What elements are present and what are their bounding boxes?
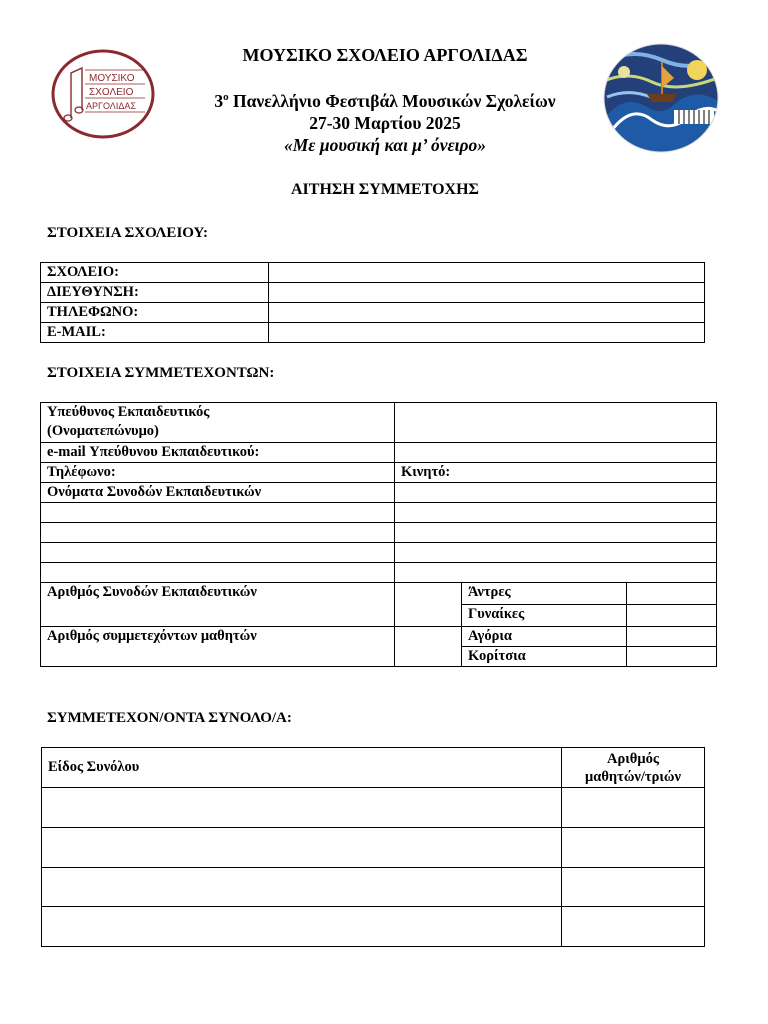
festival-dates: 27-30 Μαρτίου 2025 (309, 113, 461, 133)
ensemble-count-field[interactable] (562, 828, 705, 868)
ensemble-type-field[interactable] (42, 907, 562, 947)
email-field[interactable] (269, 323, 705, 343)
companion-name-field[interactable] (41, 523, 395, 543)
school-info-table (40, 262, 705, 343)
ensemble-count-field[interactable] (562, 788, 705, 828)
men-count-field[interactable] (627, 583, 717, 605)
table-row (41, 303, 705, 323)
ensemble-type-field[interactable] (42, 868, 562, 907)
school-name-label: ΣΧΟΛΕΙΟ: (41, 263, 269, 283)
table-row (41, 283, 705, 303)
phone-field[interactable] (269, 303, 705, 323)
logo-text-line-1: ΜΟΥΣΙΚΟ (89, 73, 135, 84)
email-label: E-MAIL: (41, 323, 269, 343)
table-row (42, 748, 705, 788)
girls-label: Κορίτσια (462, 647, 627, 667)
count-header-line2: μαθητών/τριών (585, 768, 681, 785)
women-label: Γυναίκες (462, 605, 627, 627)
festival-motto: «Με μουσική και μ’ όνειρο» (283, 135, 487, 155)
companions-count-label: Αριθμός Συνοδών Εκπαιδευτικών (41, 583, 395, 627)
festival-ordinal: 3 (214, 91, 224, 111)
boys-label: Αγόρια (462, 627, 627, 647)
table-row (41, 543, 717, 563)
ensemble-count-field[interactable] (562, 907, 705, 947)
table-row (42, 828, 705, 868)
table-row (41, 563, 717, 583)
companion-name-field[interactable] (41, 563, 395, 583)
companion-name-field-right[interactable] (395, 563, 717, 583)
school-name-field[interactable] (269, 263, 705, 283)
teacher-phone-label: Τηλέφωνο: (41, 463, 395, 483)
teacher-email-label: e-mail Υπεύθυνου Εκπαιδευτικού: (41, 443, 395, 463)
phone-label: ΤΗΛΕΦΩΝΟ: (41, 303, 269, 323)
school-section-heading: ΣΤΟΙΧΕΙΑ ΣΧΟΛΕΙΟΥ: (47, 225, 209, 241)
table-row (42, 788, 705, 828)
festival-ordinal-suffix: ο (223, 91, 229, 104)
table-row (41, 583, 717, 605)
ensemble-count-header (562, 748, 705, 788)
school-logo (49, 48, 157, 140)
table-row (41, 523, 717, 543)
school-name: ΜΟΥΣΙΚΟ ΣΧΟΛΕΙΟ ΑΡΓΟΛΙΔΑΣ (242, 45, 528, 65)
students-count-label: Αριθμός συμμετεχόντων μαθητών (41, 627, 395, 667)
companion-name-field[interactable] (41, 503, 395, 523)
table-row (41, 483, 717, 503)
ensembles-section-heading: ΣΥΜΜΕΤΕΧΟΝ/ΟΝΤΑ ΣΥΝΟΛΟ/Α: (47, 710, 292, 726)
ensemble-type-field[interactable] (42, 828, 562, 868)
girls-count-field[interactable] (627, 647, 717, 667)
teacher-name-label (41, 403, 395, 443)
table-row (42, 868, 705, 907)
table-row (42, 907, 705, 947)
teacher-label-line2: (Ονοματεπώνυμο) (47, 423, 159, 439)
participants-table (40, 402, 717, 667)
teacher-email-field[interactable] (395, 443, 717, 463)
ensemble-count-field[interactable] (562, 868, 705, 907)
ensembles-table (41, 747, 705, 947)
count-header-line1: Αριθμός (607, 750, 659, 767)
document-title: ΑΙΤΗΣΗ ΣΥΜΜΕΤΟΧΗΣ (291, 181, 479, 198)
address-field[interactable] (269, 283, 705, 303)
companion-name-field[interactable] (41, 543, 395, 563)
companion-name-field-right[interactable] (395, 523, 717, 543)
companion-name-field-right[interactable] (395, 503, 717, 523)
table-row (41, 263, 705, 283)
boys-count-field[interactable] (627, 627, 717, 647)
logo-text-line-3: ΑΡΓΟΛΙΔΑΣ (86, 101, 136, 111)
teacher-mobile-field[interactable]: Κινητό: (395, 463, 717, 483)
logo-text-line-2: ΣΧΟΛΕΙΟ (89, 87, 134, 98)
teacher-name-field[interactable] (395, 403, 717, 443)
table-row (41, 443, 717, 463)
women-count-field[interactable] (627, 605, 717, 627)
table-row (41, 503, 717, 523)
men-label: Άντρες (462, 583, 627, 605)
festival-name: Πανελλήνιο Φεστιβάλ Μουσικών Σχολείων (233, 91, 556, 111)
table-row (41, 463, 717, 483)
teacher-label-line1: Υπεύθυνος Εκπαιδευτικός (47, 404, 210, 420)
ensemble-type-field[interactable] (42, 788, 562, 828)
students-count-field[interactable] (395, 627, 462, 667)
companions-count-field[interactable] (395, 583, 462, 627)
festival-name-line (170, 91, 600, 112)
table-row (41, 627, 717, 647)
companions-names-label: Ονόματα Συνοδών Εκπαιδευτικών (41, 483, 395, 503)
participants-section-heading: ΣΤΟΙΧΕΙΑ ΣΥΜΜΕΤΕΧΟΝΤΩΝ: (47, 365, 275, 381)
companions-names-field[interactable] (395, 483, 717, 503)
companion-name-field-right[interactable] (395, 543, 717, 563)
table-row (41, 323, 705, 343)
address-label: ΔΙΕΥΘΥΝΣΗ: (41, 283, 269, 303)
table-row (41, 403, 717, 443)
ensemble-type-header: Είδος Συνόλου (42, 748, 562, 788)
